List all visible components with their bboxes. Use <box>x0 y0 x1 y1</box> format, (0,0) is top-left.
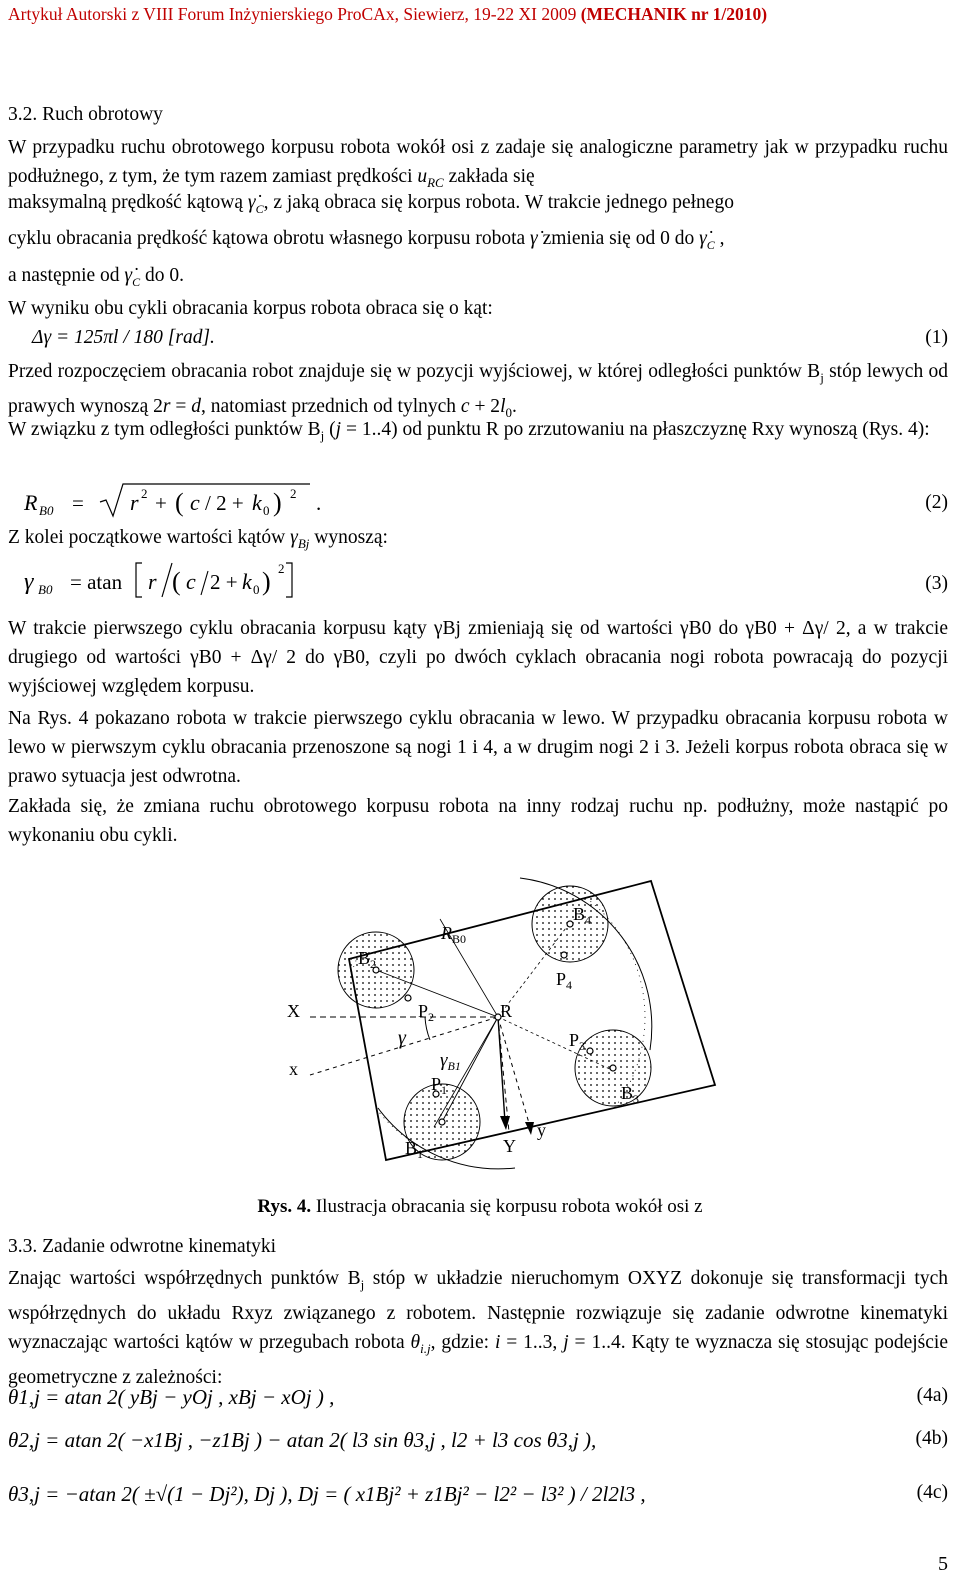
label-axis-x: x <box>289 1059 298 1079</box>
equation-3-number: (3) <box>925 573 948 594</box>
svg-text:.: . <box>316 491 322 515</box>
p4-sub-j: j <box>320 427 325 443</box>
paragraph-initial-angles <box>8 527 388 552</box>
label-axis-X: X <box>287 1001 300 1021</box>
svg-text:B0: B0 <box>38 582 53 597</box>
label-p3: $P_3$ <box>569 1030 586 1053</box>
svg-text:=: = <box>72 491 84 515</box>
header-journal: (MECHANIK nr 1/2010) <box>580 4 768 24</box>
label-axis-y: y <box>537 1120 546 1140</box>
s33-c: , gdzie: <box>430 1331 495 1353</box>
section-title-3-2: 3.2. Ruch obrotowy <box>8 104 163 125</box>
svg-text:c: c <box>186 569 196 594</box>
equation-2 <box>20 480 420 520</box>
label-b1: $B_1$ <box>405 1138 424 1161</box>
p5-b: wynoszą: <box>309 527 388 548</box>
p3-r: r <box>162 395 171 417</box>
figure-4-caption <box>0 1196 960 1218</box>
svg-text:c: c <box>190 490 200 515</box>
paragraph-intro <box>8 133 948 197</box>
page-header <box>8 4 767 25</box>
p1-text-b: zakłada się <box>443 166 535 187</box>
equation-3-graphic <box>20 557 420 601</box>
equation-4b-number: (4b) <box>915 1428 948 1449</box>
paragraph-first-cycle: W trakcie pierwszego cyklu obracania korpusu kąty γBj zmieniają się od wartości γB0 do γB0 + Δγ/ 2, a w trakcie drugiego od wartości γB0 + Δγ/ 2 do γB0, czyli po dwóch cyklach obracania nogi robota powracają do pozycji wyjściowej względem korpusu. <box>8 618 948 697</box>
p1-line5-b: do 0. <box>140 265 184 286</box>
equation-4a-number: (4a) <box>916 1385 948 1406</box>
p3-b: stóp lewych od prawych wynoszą 2 <box>8 361 948 417</box>
equation-2-graphic <box>20 480 420 520</box>
label-r: R <box>500 1001 513 1021</box>
p3-d: d <box>191 395 201 417</box>
svg-text:k: k <box>252 490 262 515</box>
p1-text-a: W przypadku ruchu obrotowego korpusu robota wokół osi z zadaje się analogiczne parametry jak w przypadku ruchu podłużnego, z tym, że tym razem zamiast prędkości <box>8 137 948 187</box>
p3-l: l <box>500 395 506 417</box>
paragraph-distances <box>8 415 948 450</box>
p1-line5: a następnie od $\gammȧ_C$ do 0. <box>8 265 184 289</box>
label-b2: $B_2$ <box>358 948 377 971</box>
label-axis-Y: Y <box>503 1136 516 1156</box>
label-rb0: $R_{B0}$ <box>441 923 467 946</box>
p1-line3-a: maksymalną prędkość kątową <box>8 192 248 213</box>
svg-text:γ: γ <box>24 569 34 595</box>
equation-3 <box>20 557 420 601</box>
equation-1: Δγ = 125πl / 180 [rad]. <box>32 327 215 348</box>
label-p2: $P_2$ <box>418 1001 435 1024</box>
p1-line4-b: zmienia się od 0 do <box>542 228 700 249</box>
p3-cc: c <box>460 395 470 417</box>
svg-text:2: 2 <box>278 561 285 576</box>
label-p1: $P_1$ <box>431 1074 448 1097</box>
svg-text:(: ( <box>175 488 184 517</box>
p1-line4: cyklu obracania prędkość kątowa obrotu własnego korpusu robota γ̇ zmienia się od 0 do $\gammȧ_C$ , <box>8 228 725 252</box>
s33-j: j <box>563 1331 569 1353</box>
s33-theta: θ <box>410 1331 421 1353</box>
p4-c: = 1..4) od punktu R po zrzutowaniu na płaszczyznę Rxy wynoszą (Rys. 4): <box>341 419 930 440</box>
p5-a: Z kolei początkowe wartości kątów <box>8 527 291 548</box>
p1-line3-b: , z jaką obraca się korpus robota. W trakcie jednego pełnego <box>263 192 734 213</box>
equation-2-number: (2) <box>925 492 948 513</box>
svg-text:k: k <box>242 569 252 594</box>
equation-1-number: (1) <box>925 327 948 348</box>
p4-b: ( <box>324 419 336 440</box>
p4-a: W związku z tym odległości punktów B <box>8 419 321 440</box>
s33-a: Znając wartości współrzędnych punktów B <box>8 1268 361 1289</box>
svg-text:2 +: 2 + <box>210 570 238 594</box>
svg-text:2: 2 <box>290 486 297 501</box>
paragraph-inverse-kinematics <box>8 1264 948 1392</box>
svg-text:/ 2 +: / 2 + <box>205 491 244 515</box>
caption-label: Rys. 4. <box>257 1196 312 1217</box>
header-text: Artykuł Autorski z VIII Forum Inżynierskiego ProCAx, Siewierz, 19-22 XI 2009 <box>8 4 581 24</box>
p3-sub-0: 0 <box>505 404 512 420</box>
p3-f: + 2 <box>469 395 501 417</box>
s33-i: i <box>494 1331 501 1353</box>
p5-gamma: γ <box>290 527 298 548</box>
p1-line4-a: cyklu obracania prędkość kątowa obrotu własnego korpusu robota <box>8 228 531 249</box>
paragraph-change-motion: Zakłada się, że zmiana ruchu obrotowego korpusu robota na inny rodzaj ruchu np. podłużny, może nastąpić po wykonaniu obu cykli. <box>8 796 948 846</box>
svg-text:= atan: = atan <box>70 570 123 594</box>
label-b4: $B_4$ <box>573 904 592 927</box>
section-title-3-3: 3.3. Zadanie odwrotne kinematyki <box>8 1236 277 1257</box>
p1-var-u: u <box>417 166 428 187</box>
p1-line3: maksymalną prędkość kątową $\gammȧ_C$, z jaką obraca się korpus robota. W trakcie jednego pełnego <box>8 192 734 216</box>
svg-text:): ) <box>262 567 271 596</box>
equation-4a: θ1,j = atan 2( yBj − yOj , xBj − xOj ) , <box>8 1385 335 1409</box>
s33-sub-j: j <box>360 1276 365 1292</box>
equation-4c: θ3,j = −atan 2( ±√(1 − Dj²), Dj ), Dj = ( x1Bj² + z1Bj² − l2² − l3² ) / 2l2l3 , <box>8 1482 646 1506</box>
p1-line5-a: a następnie od <box>8 265 125 286</box>
svg-text:r: r <box>148 569 157 594</box>
p3-sub-j: j <box>820 369 824 385</box>
svg-text:0: 0 <box>263 503 270 518</box>
page-number: 5 <box>938 1553 948 1575</box>
label-gamma: γ <box>398 1027 406 1049</box>
svg-text:R: R <box>24 490 38 515</box>
figure-4-diagram <box>0 860 960 1190</box>
paragraph-cycles: W wyniku obu cykli obracania korpus robota obraca się o kąt: <box>8 298 493 319</box>
caption-text: Ilustracja obracania się korpusu robota wokół osi z <box>311 1196 703 1217</box>
s33-b: stóp w układzie nieruchomym OXYZ dokonuje się transformacji tych współrzędnych do układu Rxyz związanego z robotem. Następnie rozwiązuje się zadanie odwrotne kinematyki wyznaczając wartości kątów w przegubach robota <box>8 1268 948 1353</box>
s33-e: = 1..4. Kąty te wyznacza się stosując podejście geometryczne z zależności: <box>8 1331 948 1388</box>
equation-4b: θ2,j = atan 2( −x1Bj , −z1Bj ) − atan 2( l3 sin θ3,j , l2 + l3 cos θ3,j ), <box>8 1428 597 1452</box>
svg-text:(: ( <box>172 567 181 596</box>
svg-text:0: 0 <box>253 582 260 597</box>
svg-text:r: r <box>130 490 139 515</box>
p3-e: , natomiast przednich od tylnych <box>200 395 461 417</box>
svg-text:+: + <box>155 491 167 515</box>
label-gamma-b1: $\gamma_{B1}$ <box>440 1050 461 1073</box>
p4-j: j <box>335 419 342 440</box>
p1-sub-rc: RC <box>427 174 444 190</box>
svg-text:2: 2 <box>141 486 148 501</box>
p5-sub-bj: Bj <box>297 535 310 551</box>
s33-d: = 1..3, <box>500 1331 564 1353</box>
p3-c: = <box>170 395 192 417</box>
s33-sub-ij: i.j <box>420 1340 431 1356</box>
svg-text:): ) <box>273 488 282 517</box>
label-b3: $B_3$ <box>621 1083 640 1106</box>
p3-a: Przed rozpoczęciem obracania robot znajduje się w pozycji wyjściowej, w której odległości punktów B <box>8 361 821 382</box>
svg-text:B0: B0 <box>39 503 54 518</box>
paragraph-rotation-left: Na Rys. 4 pokazano robota w trakcie pierwszego cyklu obracania w lewo. W przypadku obracania korpusu robota w lewo w pierwszym cyklu obracania przenoszone są nogi 1 i 4, a w drugim nogi 2 i 3. Jeżeli korpus robota obraca się w prawo sytuacja jest odwrotna. <box>8 708 948 787</box>
equation-4c-number: (4c) <box>916 1482 948 1503</box>
label-p4: $P_4$ <box>556 969 573 992</box>
figure-4 <box>0 860 960 1190</box>
p3-g: . <box>511 395 517 417</box>
